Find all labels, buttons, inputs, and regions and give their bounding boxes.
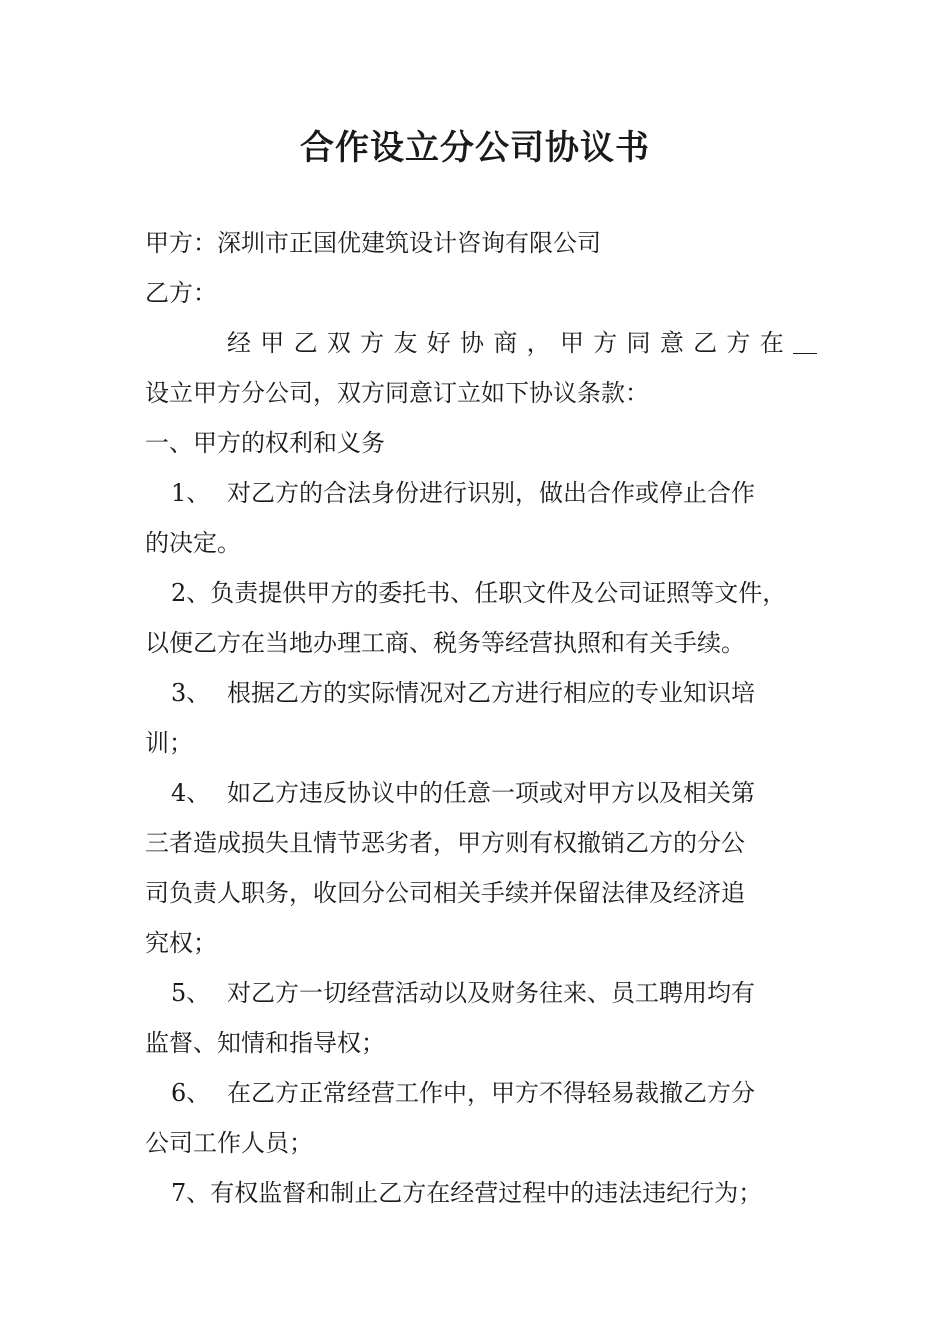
clause-7-line-1 [145,1168,825,1218]
clause-3-line-2: 训； [145,729,193,757]
clause-number: 2、 [171,579,211,607]
clause-number: 1、 [171,479,211,507]
document-title: 合作设立分公司协议书 [300,128,650,168]
party-b-line: 乙方： [145,279,217,307]
party-a-line: 甲方：深圳市正国优建筑设计咨询有限公司 [145,229,601,257]
document-body [145,218,825,1218]
clause-2-line-2: 以便乙方在当地办理工商、税务等经营执照和有关手续。 [145,629,745,657]
clause-text: 在乙方正常经营工作中，甲方不得轻易裁撤乙方分 [227,1079,755,1107]
clause-text: 对乙方一切经营活动以及财务往来、员工聘用均有 [227,979,755,1007]
clause-text: 负责提供甲方的委托书、任职文件及公司证照等文件， [210,579,787,607]
clause-4-line-3: 司负责人职务，收回分公司相关手续并保留法律及经济追 [145,879,745,907]
intro-paragraph-line-1: 经甲乙双方友好协商，甲方同意乙方在＿ [227,329,825,357]
clause-text: 根据乙方的实际情况对乙方进行相应的专业知识培 [227,679,755,707]
section-1-heading: 一、甲方的权利和义务 [145,429,385,457]
clause-5-line-1 [145,968,825,1018]
intro-paragraph-line-2: 设立甲方分公司，双方同意订立如下协议条款： [145,379,649,407]
clause-number: 6、 [171,1079,211,1107]
clause-text: 有权监督和制止乙方在经营过程中的违法违纪行为； [210,1179,763,1207]
clause-6-line-1 [145,1068,825,1118]
clause-4-line-4: 究权； [145,929,217,957]
clause-2-line-1 [145,568,825,618]
clause-number: 4、 [171,779,211,807]
clause-number: 5、 [171,979,211,1007]
clause-4-line-2: 三者造成损失且情节恶劣者，甲方则有权撤销乙方的分公 [145,829,745,857]
clause-4-line-1 [145,768,825,818]
clause-6-line-2: 公司工作人员； [145,1129,313,1157]
clause-1-line-1 [145,468,825,518]
clause-1-line-2: 的决定。 [145,529,241,557]
clause-number: 7、 [171,1179,211,1207]
clause-number: 3、 [171,679,211,707]
clause-text: 如乙方违反协议中的任意一项或对甲方以及相关第 [227,779,755,807]
clause-3-line-1 [145,668,825,718]
clause-text: 对乙方的合法身份进行识别，做出合作或停止合作 [227,479,755,507]
clause-5-line-2: 监督、知情和指导权； [145,1029,385,1057]
